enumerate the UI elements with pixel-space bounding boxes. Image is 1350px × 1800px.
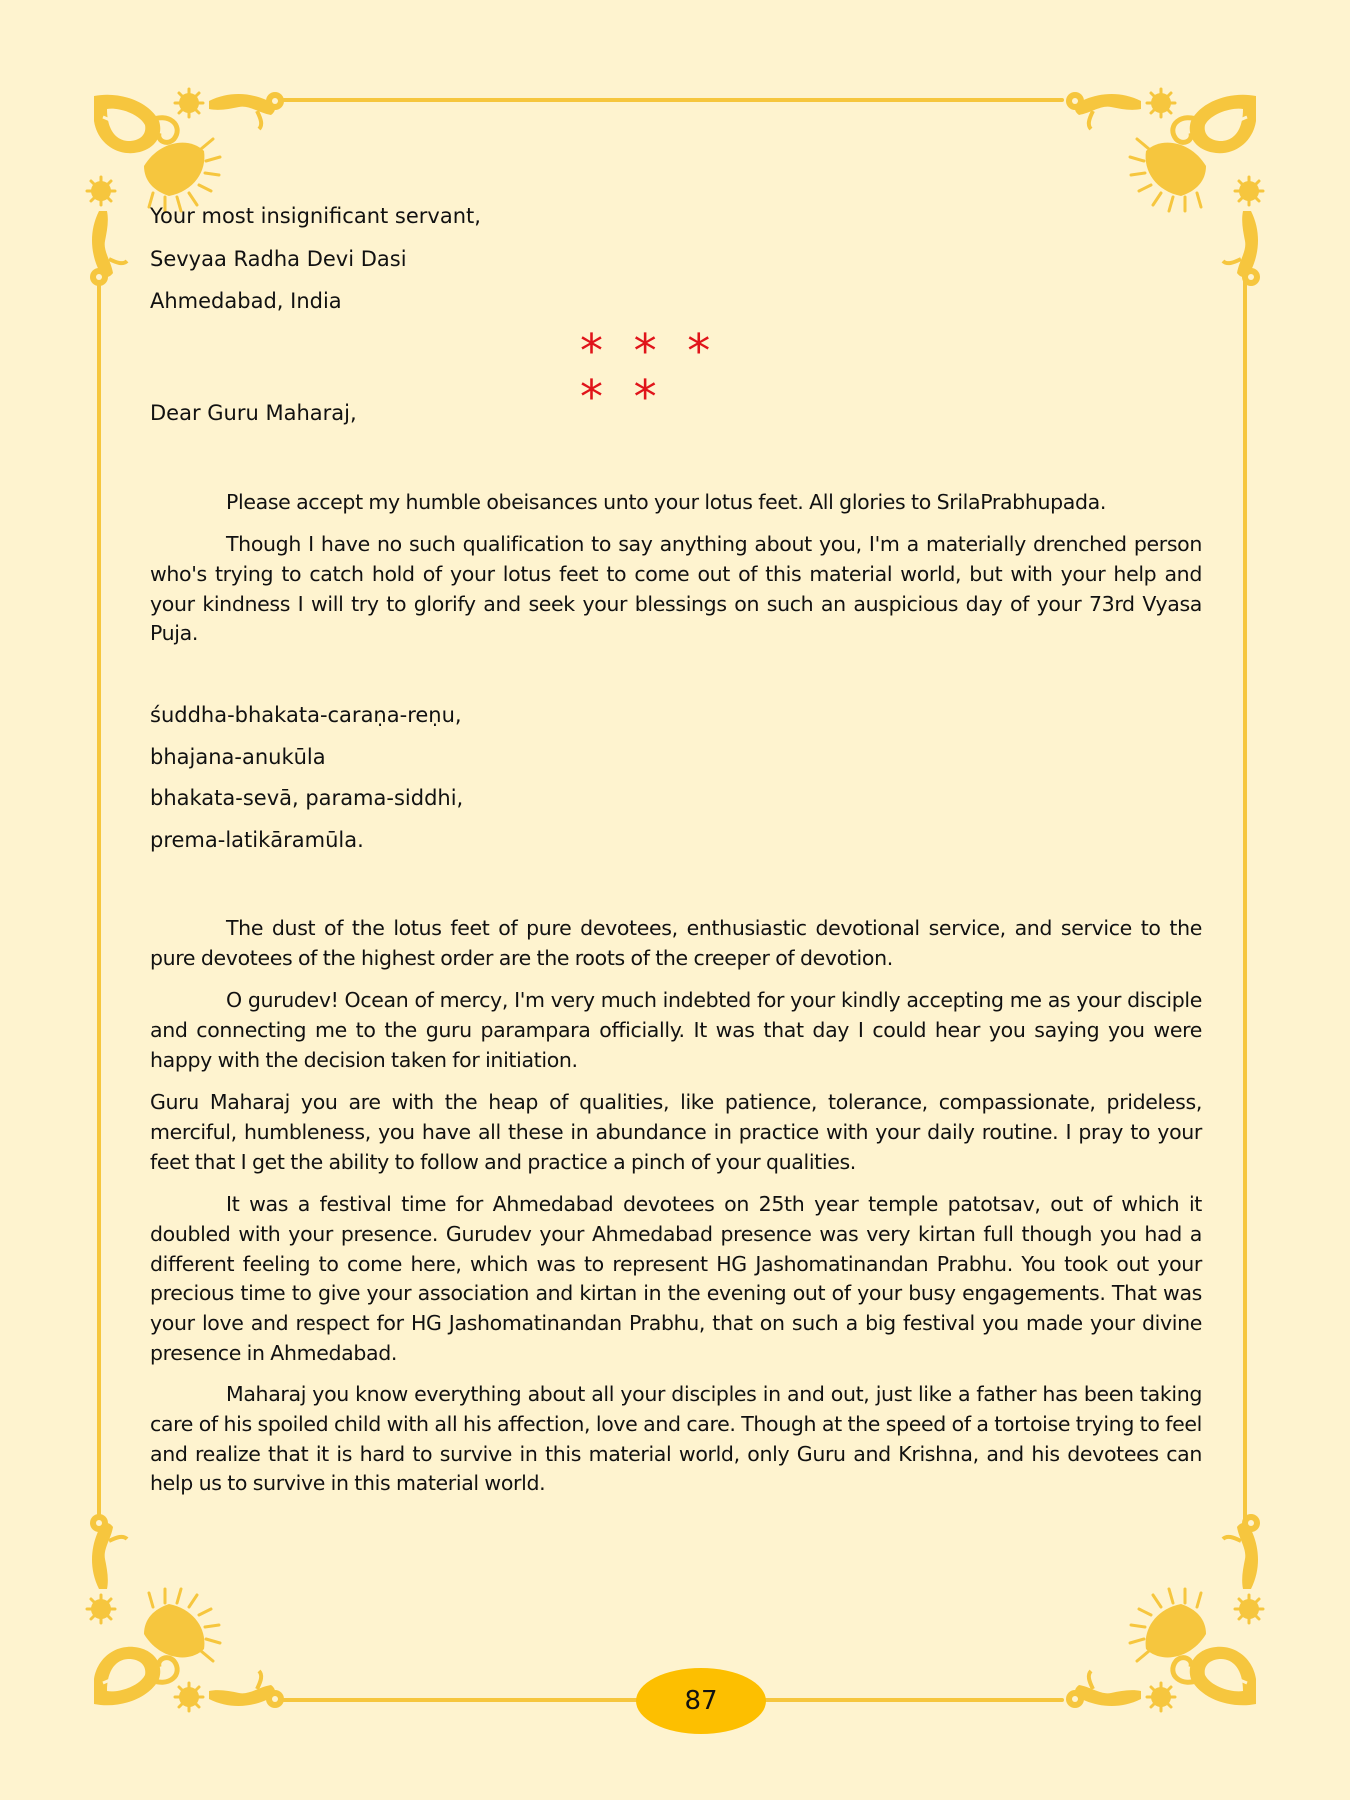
verse-line: śuddha-bhakata-caraṇa-reṇu, (150, 703, 462, 727)
border-right-line (1243, 272, 1247, 1528)
paragraph-closing: Maharaj you know everything about all your disciples in and out, just like a father has been taking care of his spoiled child with all his affection, love and care. Though at the speed of a tortoise trying to feel and realize that it is hard to survive in this material world, only Guru and Krishna, and his devotees can help us to survive in this material world. (150, 1382, 1202, 1496)
page-number: 87 (684, 1686, 718, 1716)
paragraph-gratitude: O gurudev! Ocean of mercy, I'm very much indebted for your kindly accepting me as your disciple and connecting me to the guru parampara officially. It was that day I could hear you saying you were happy with the decision taken for initiation. (150, 988, 1202, 1072)
page-number-badge (636, 1668, 766, 1734)
signature-closing: Your most insignificant servant, (150, 204, 481, 228)
paragraph-qualification: Though I have no such qualification to say anything about you, I'm a materially drenched person who's trying to catch hold of your lotus feet to come out of this material world, but with your help and your kindness I will try to glorify and seek your blessings on such an auspicious day of your 73rd Vyasa Puja. (150, 532, 1202, 646)
paragraph-verse-translation: The dust of the lotus feet of pure devotees, enthusiastic devotional service, and service to the pure devotees of the highest order are the roots of the creeper of devotion. (150, 916, 1202, 970)
border-left-line (97, 272, 101, 1528)
paragraph-festival: It was a festival time for Ahmedabad devotees on 25th year temple patotsav, out of which it doubled with your presence. Gurudev your Ahmedabad presence was very kirtan full though you had a different feeling to come here, which was to represent HG Jashomatinandan Prabhu. You took out your precious time to give your association and kirtan in the evening out of your busy engagements. That was your love and respect for HG Jashomatinandan Prabhu, that on such a big festival you made your divine presence in Ahmedabad. (150, 1192, 1202, 1365)
corner-ornament-bottom-right (1066, 1514, 1266, 1714)
border-top-line (280, 98, 1064, 102)
verse-line: prema-latikāramūla. (150, 828, 364, 852)
signature-name: Sevyaa Radha Devi Dasi (150, 247, 407, 271)
salutation: Dear Guru Maharaj, (150, 401, 357, 425)
corner-ornament-bottom-left (84, 1514, 284, 1714)
verse-line: bhajana-anukūla (150, 745, 326, 769)
signature-location: Ahmedabad, India (150, 289, 342, 313)
paragraph-obeisances: Please accept my humble obeisances unto your lotus feet. All glories to SrilaPrabhupada. (226, 490, 1107, 514)
verse-line: bhakata-sevā, parama-siddhi, (150, 786, 464, 810)
paragraph-qualities: Guru Maharaj you are with the heap of qualities, like patience, tolerance, compassionate, prideless, merciful, humbleness, you have all these in abundance in practice with your daily routine. I pray to your feet that I get the ability to follow and practice a pinch of your qualities. (150, 1090, 1202, 1174)
section-separator-asterisks: * * * * * (580, 324, 719, 424)
corner-ornament-top-right (1066, 86, 1266, 286)
